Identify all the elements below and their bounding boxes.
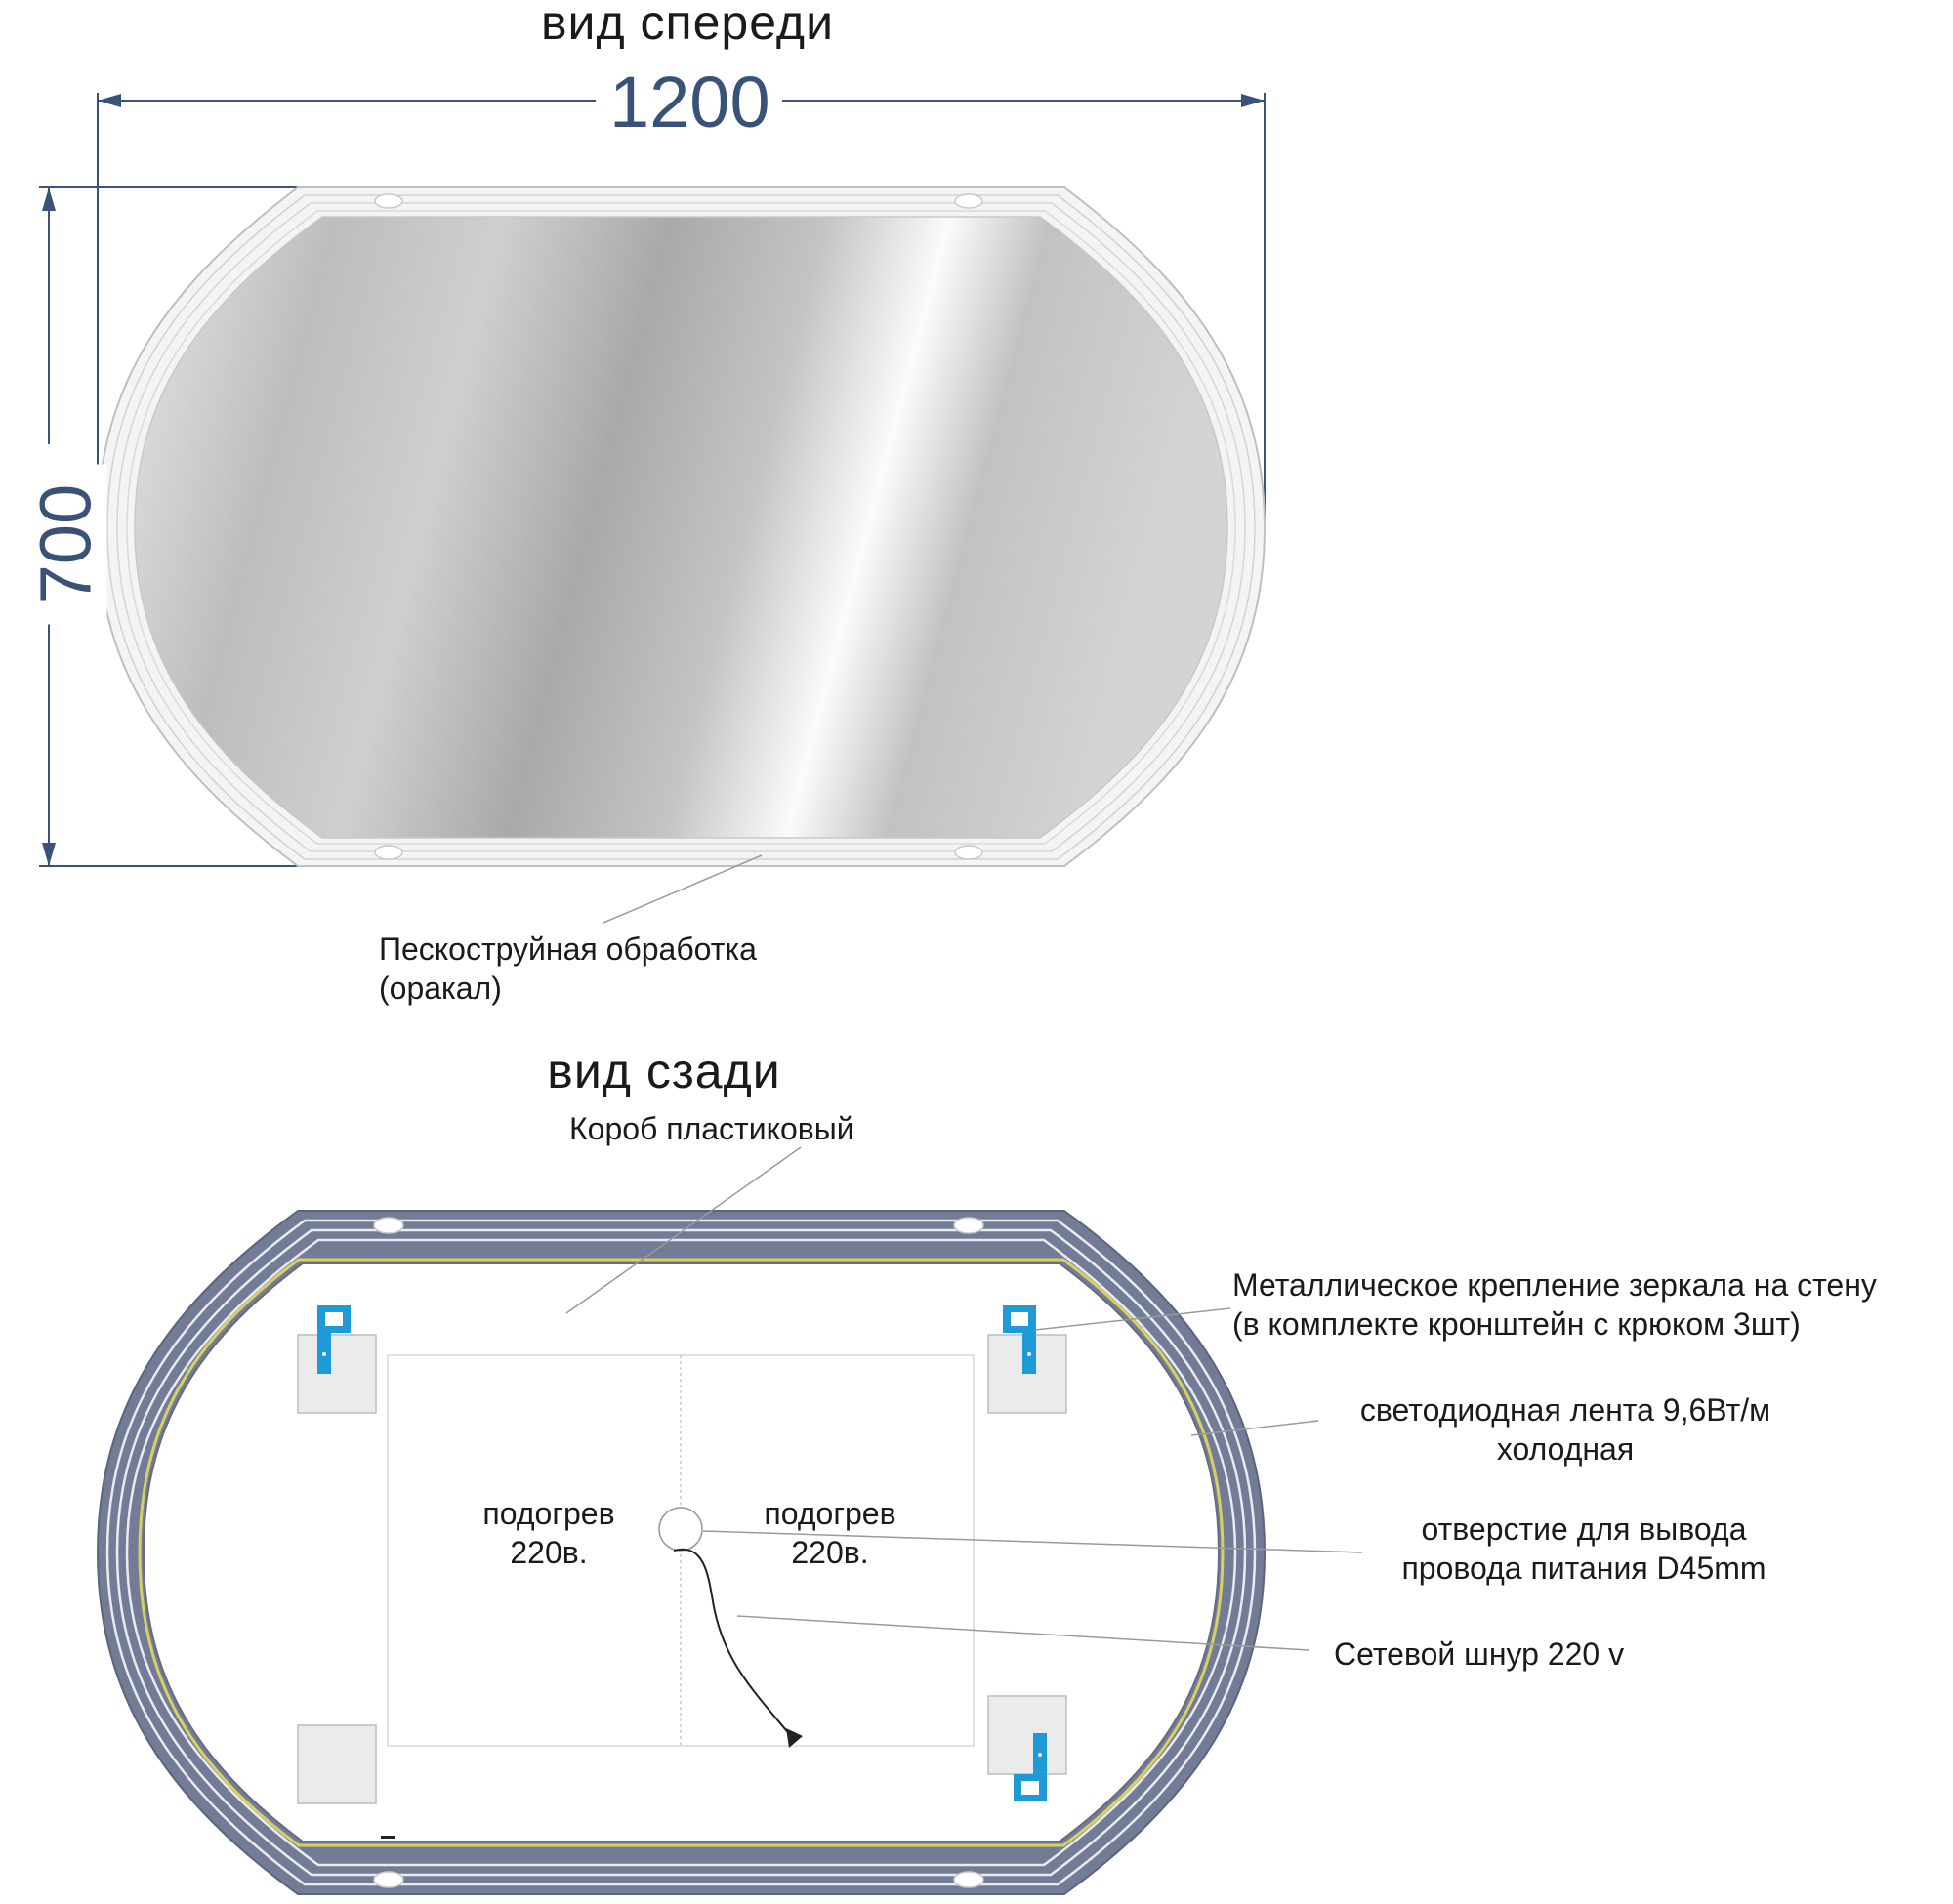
heater-right-label: подогрев 220в. — [764, 1496, 896, 1570]
height-label: 700 — [24, 465, 107, 625]
sandblast-label: Пескоструйная обработка (оракал) — [379, 931, 757, 1006]
front-mirror — [98, 187, 1265, 866]
front-view-title: вид спереди — [540, 0, 835, 50]
led-label: светодиодная лента 9,6Вт/м холодная — [1359, 1392, 1771, 1467]
power-hole — [659, 1508, 702, 1551]
width-label: 1200 — [598, 61, 782, 144]
heater-left-label: подогрев 220в. — [482, 1496, 615, 1570]
plastic-box-label: Короб пластиковый — [569, 1111, 854, 1146]
cord-label: Сетевой шнур 220 v — [1334, 1636, 1625, 1672]
mount-label: Металлическое крепление зеркала на стену (в комплекте кронштейн с крюком 3шт) — [1232, 1267, 1877, 1342]
back-view-title: вид сзади — [547, 1044, 781, 1098]
back-mirror — [98, 1211, 1265, 1894]
hole-label: отверстие для вывода провода питания D45mm — [1401, 1511, 1766, 1586]
